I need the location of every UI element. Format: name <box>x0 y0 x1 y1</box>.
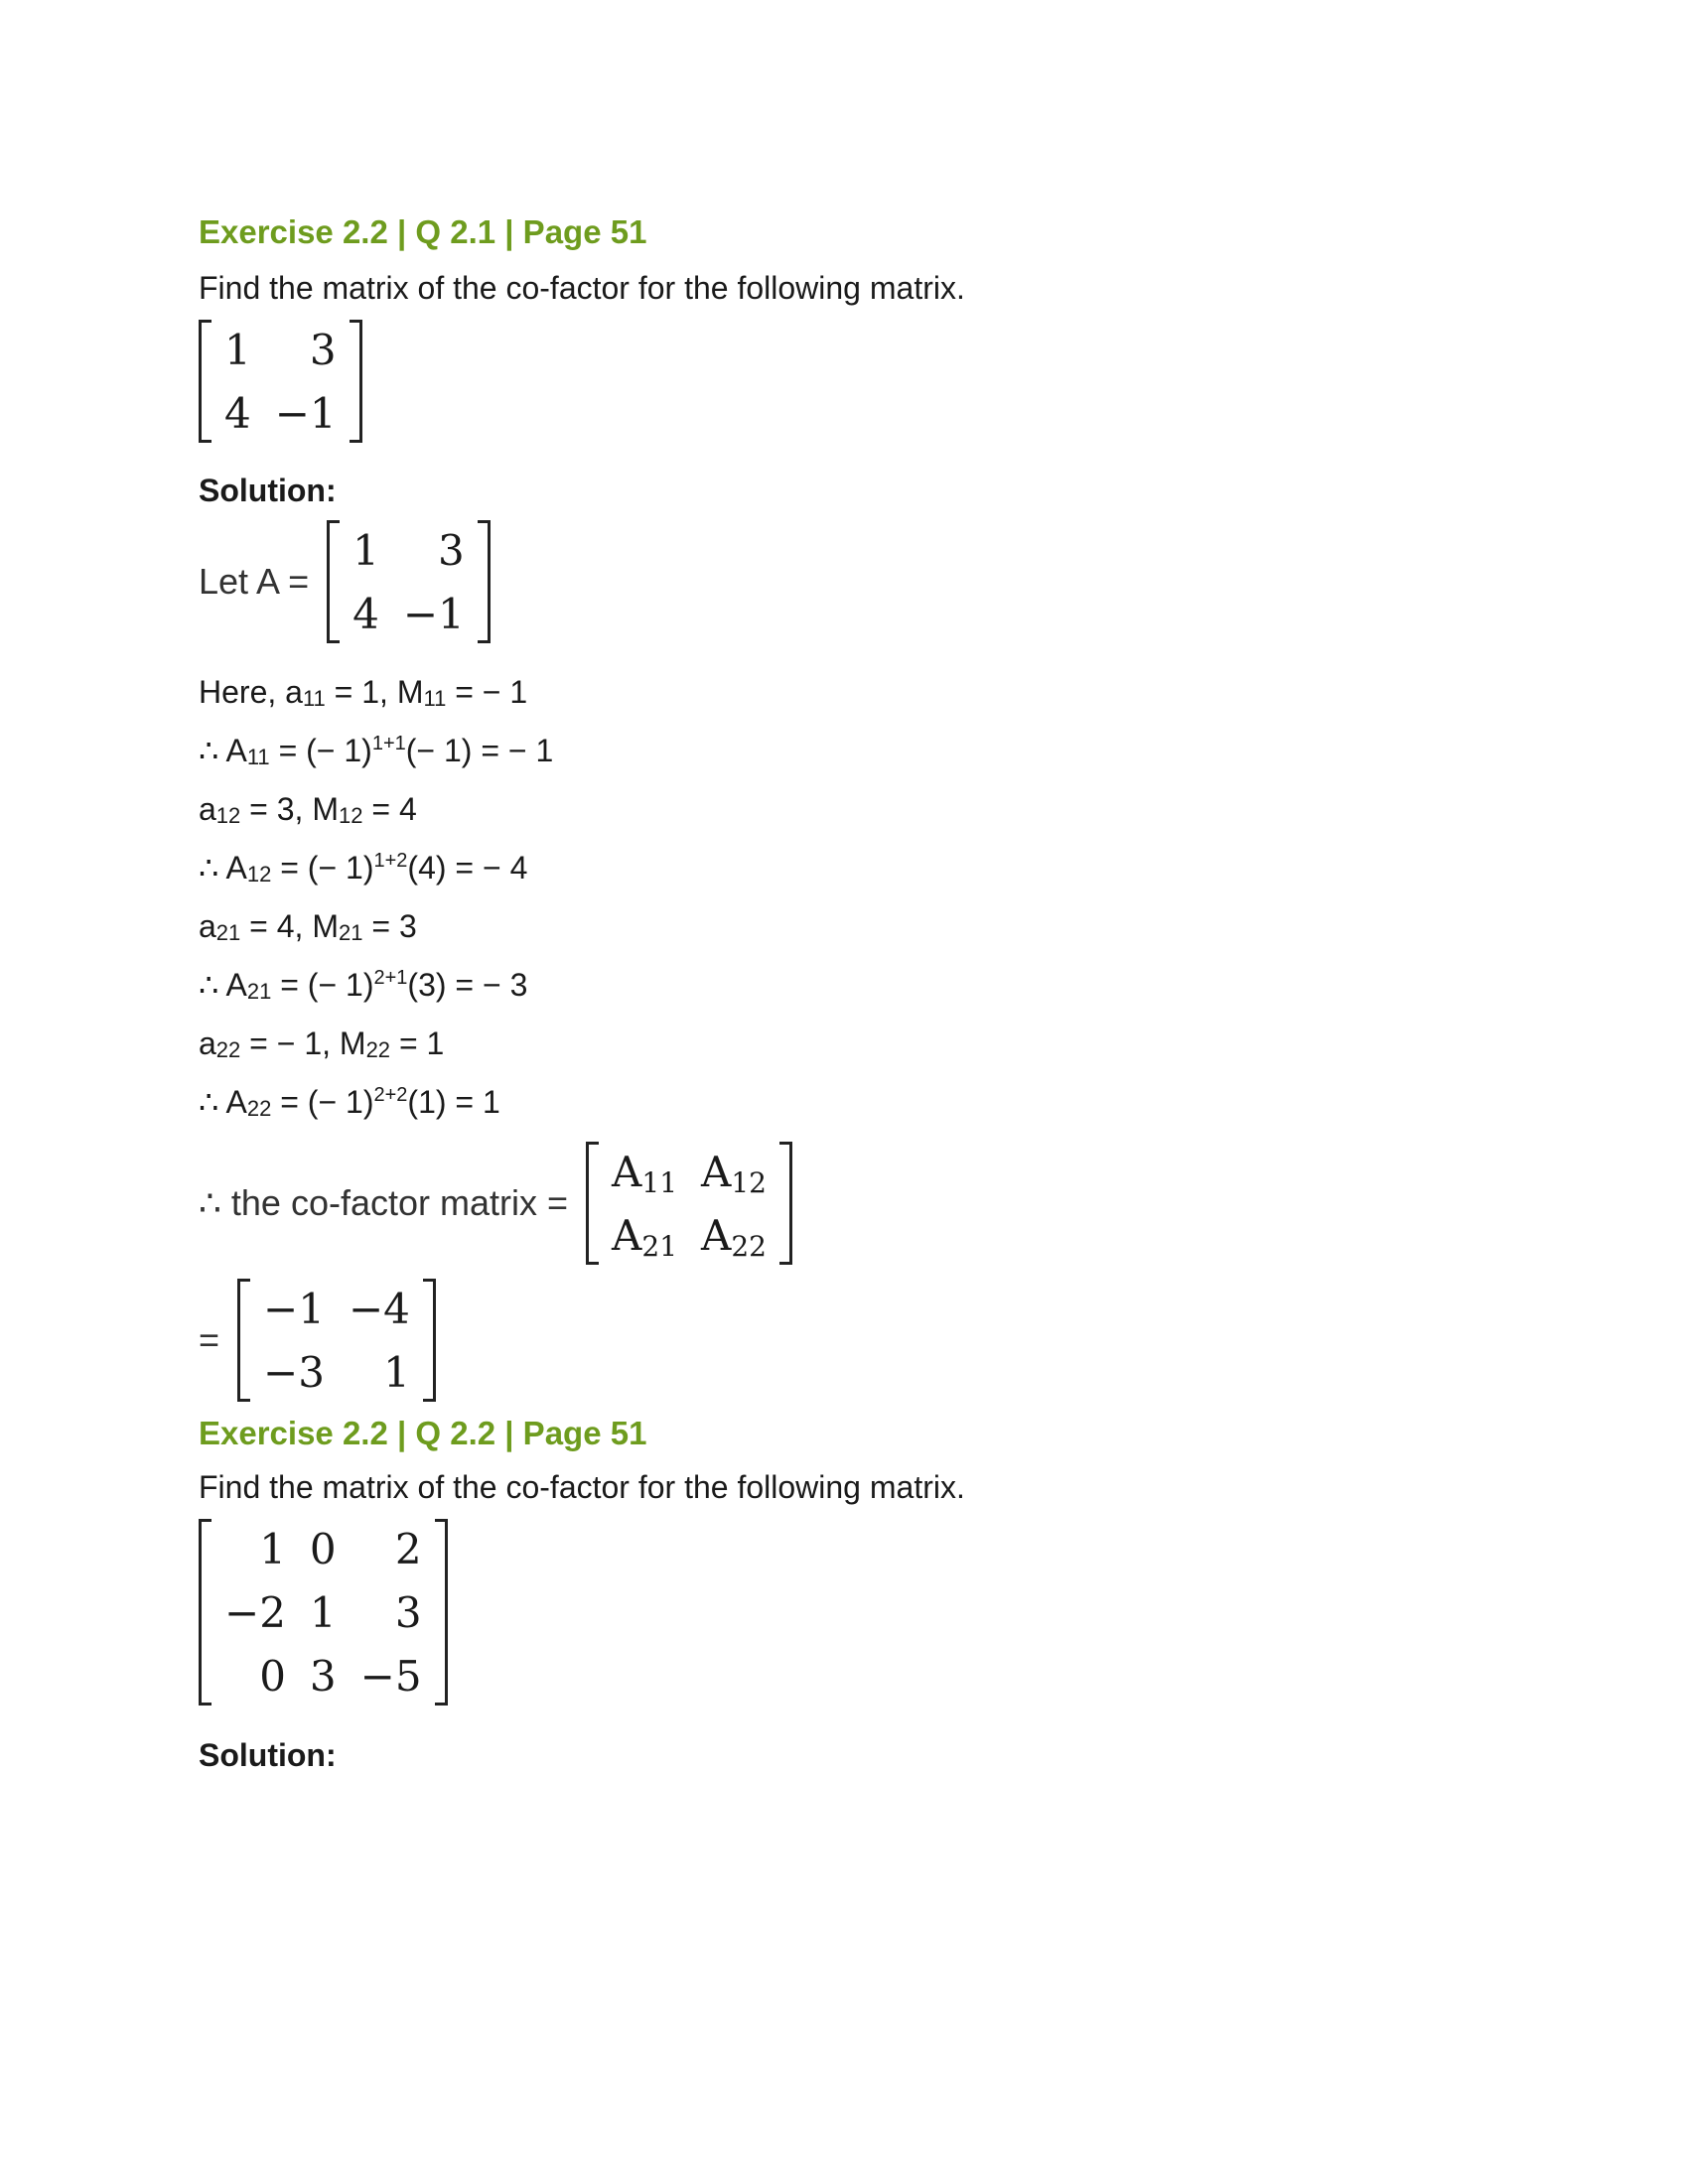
step-A12: ∴ $A_{12}$ = (− 1)$^{1+2}$(4) = − 4 <box>199 850 528 887</box>
step-a11: Here, $a_{11} = 1$, $M_{11}$ = − 1 <box>199 674 528 711</box>
step-a12: $a_{12} = 3$, $M_{12} = 4$ <box>199 791 417 828</box>
cofactor-label: ∴ the co-factor matrix = <box>199 1182 569 1223</box>
question-heading: Exercise 2.2 | Q 2.1 | Page 51 <box>199 213 647 250</box>
matrix-cell: 4 <box>352 589 379 638</box>
matrix-cell: 0 <box>309 1524 337 1573</box>
question-matrix <box>199 1517 448 1707</box>
step-A11: ∴ $A_{11}$ = (− 1)$^{1+1}$(− 1) = − 1 <box>199 733 554 769</box>
result-matrix <box>237 1277 436 1404</box>
question-matrix-row <box>199 1517 1489 1707</box>
matrix-cell: 1 <box>352 525 379 575</box>
question-prompt: Find the matrix of the co-factor for the following matrix. <box>199 270 965 306</box>
question-matrix-row <box>199 318 1489 445</box>
question-matrix <box>199 318 362 445</box>
matrix-cell: −4 <box>348 1284 410 1333</box>
matrix-cell: 1 <box>224 325 251 374</box>
let-matrix <box>327 518 491 645</box>
matrix-cell: 2 <box>394 1524 422 1573</box>
matrix-cell: $A_{22}$ <box>701 1210 767 1263</box>
cofactor-row <box>199 1140 1489 1267</box>
matrix-cell: −1 <box>263 1284 325 1333</box>
step-a22: $a_{22}$ = − 1, $M_{22} = 1$ <box>199 1025 445 1062</box>
solution-label: Solution: <box>199 1737 337 1773</box>
matrix-cell: 1 <box>383 1347 410 1397</box>
matrix-cell: 3 <box>309 325 337 374</box>
question-heading: Exercise 2.2 | Q 2.2 | Page 51 <box>199 1415 647 1451</box>
matrix-cell: −5 <box>359 1651 422 1701</box>
matrix-cell: 0 <box>259 1651 286 1701</box>
matrix-cell: 3 <box>309 1651 337 1701</box>
step-A21: ∴ $A_{21}$ = (− 1)$^{2+1}$(3) = − 3 <box>199 967 528 1004</box>
solution-label: Solution: <box>199 473 337 508</box>
matrix-cell: $A_{11}$ <box>612 1147 678 1199</box>
let-row <box>199 518 1489 645</box>
matrix-cell: −2 <box>224 1587 286 1637</box>
solution-steps <box>199 663 1489 1132</box>
step-a21: $a_{21} = 4$, $M_{21} = 3$ <box>199 908 417 945</box>
equals-sign: = <box>199 1319 220 1360</box>
matrix-cell: −1 <box>402 589 465 638</box>
matrix-cell: $A_{12}$ <box>701 1147 767 1199</box>
let-label: Let A = <box>199 561 310 602</box>
cofactor-symbol-matrix <box>586 1140 792 1267</box>
matrix-cell: −3 <box>263 1347 325 1397</box>
step-A22: ∴ $A_{22}$ = (− 1)$^{2+2}$(1) = 1 <box>199 1084 500 1121</box>
matrix-cell: 3 <box>394 1587 422 1637</box>
question-prompt: Find the matrix of the co-factor for the following matrix. <box>199 1469 965 1505</box>
matrix-cell: 3 <box>438 525 465 575</box>
matrix-cell: −1 <box>274 388 337 438</box>
matrix-cell: 4 <box>224 388 251 438</box>
matrix-cell: 1 <box>259 1524 286 1573</box>
result-row <box>199 1277 1489 1404</box>
matrix-cell: $A_{21}$ <box>612 1210 678 1263</box>
page-content <box>199 208 1489 1779</box>
matrix-cell: 1 <box>309 1587 337 1637</box>
